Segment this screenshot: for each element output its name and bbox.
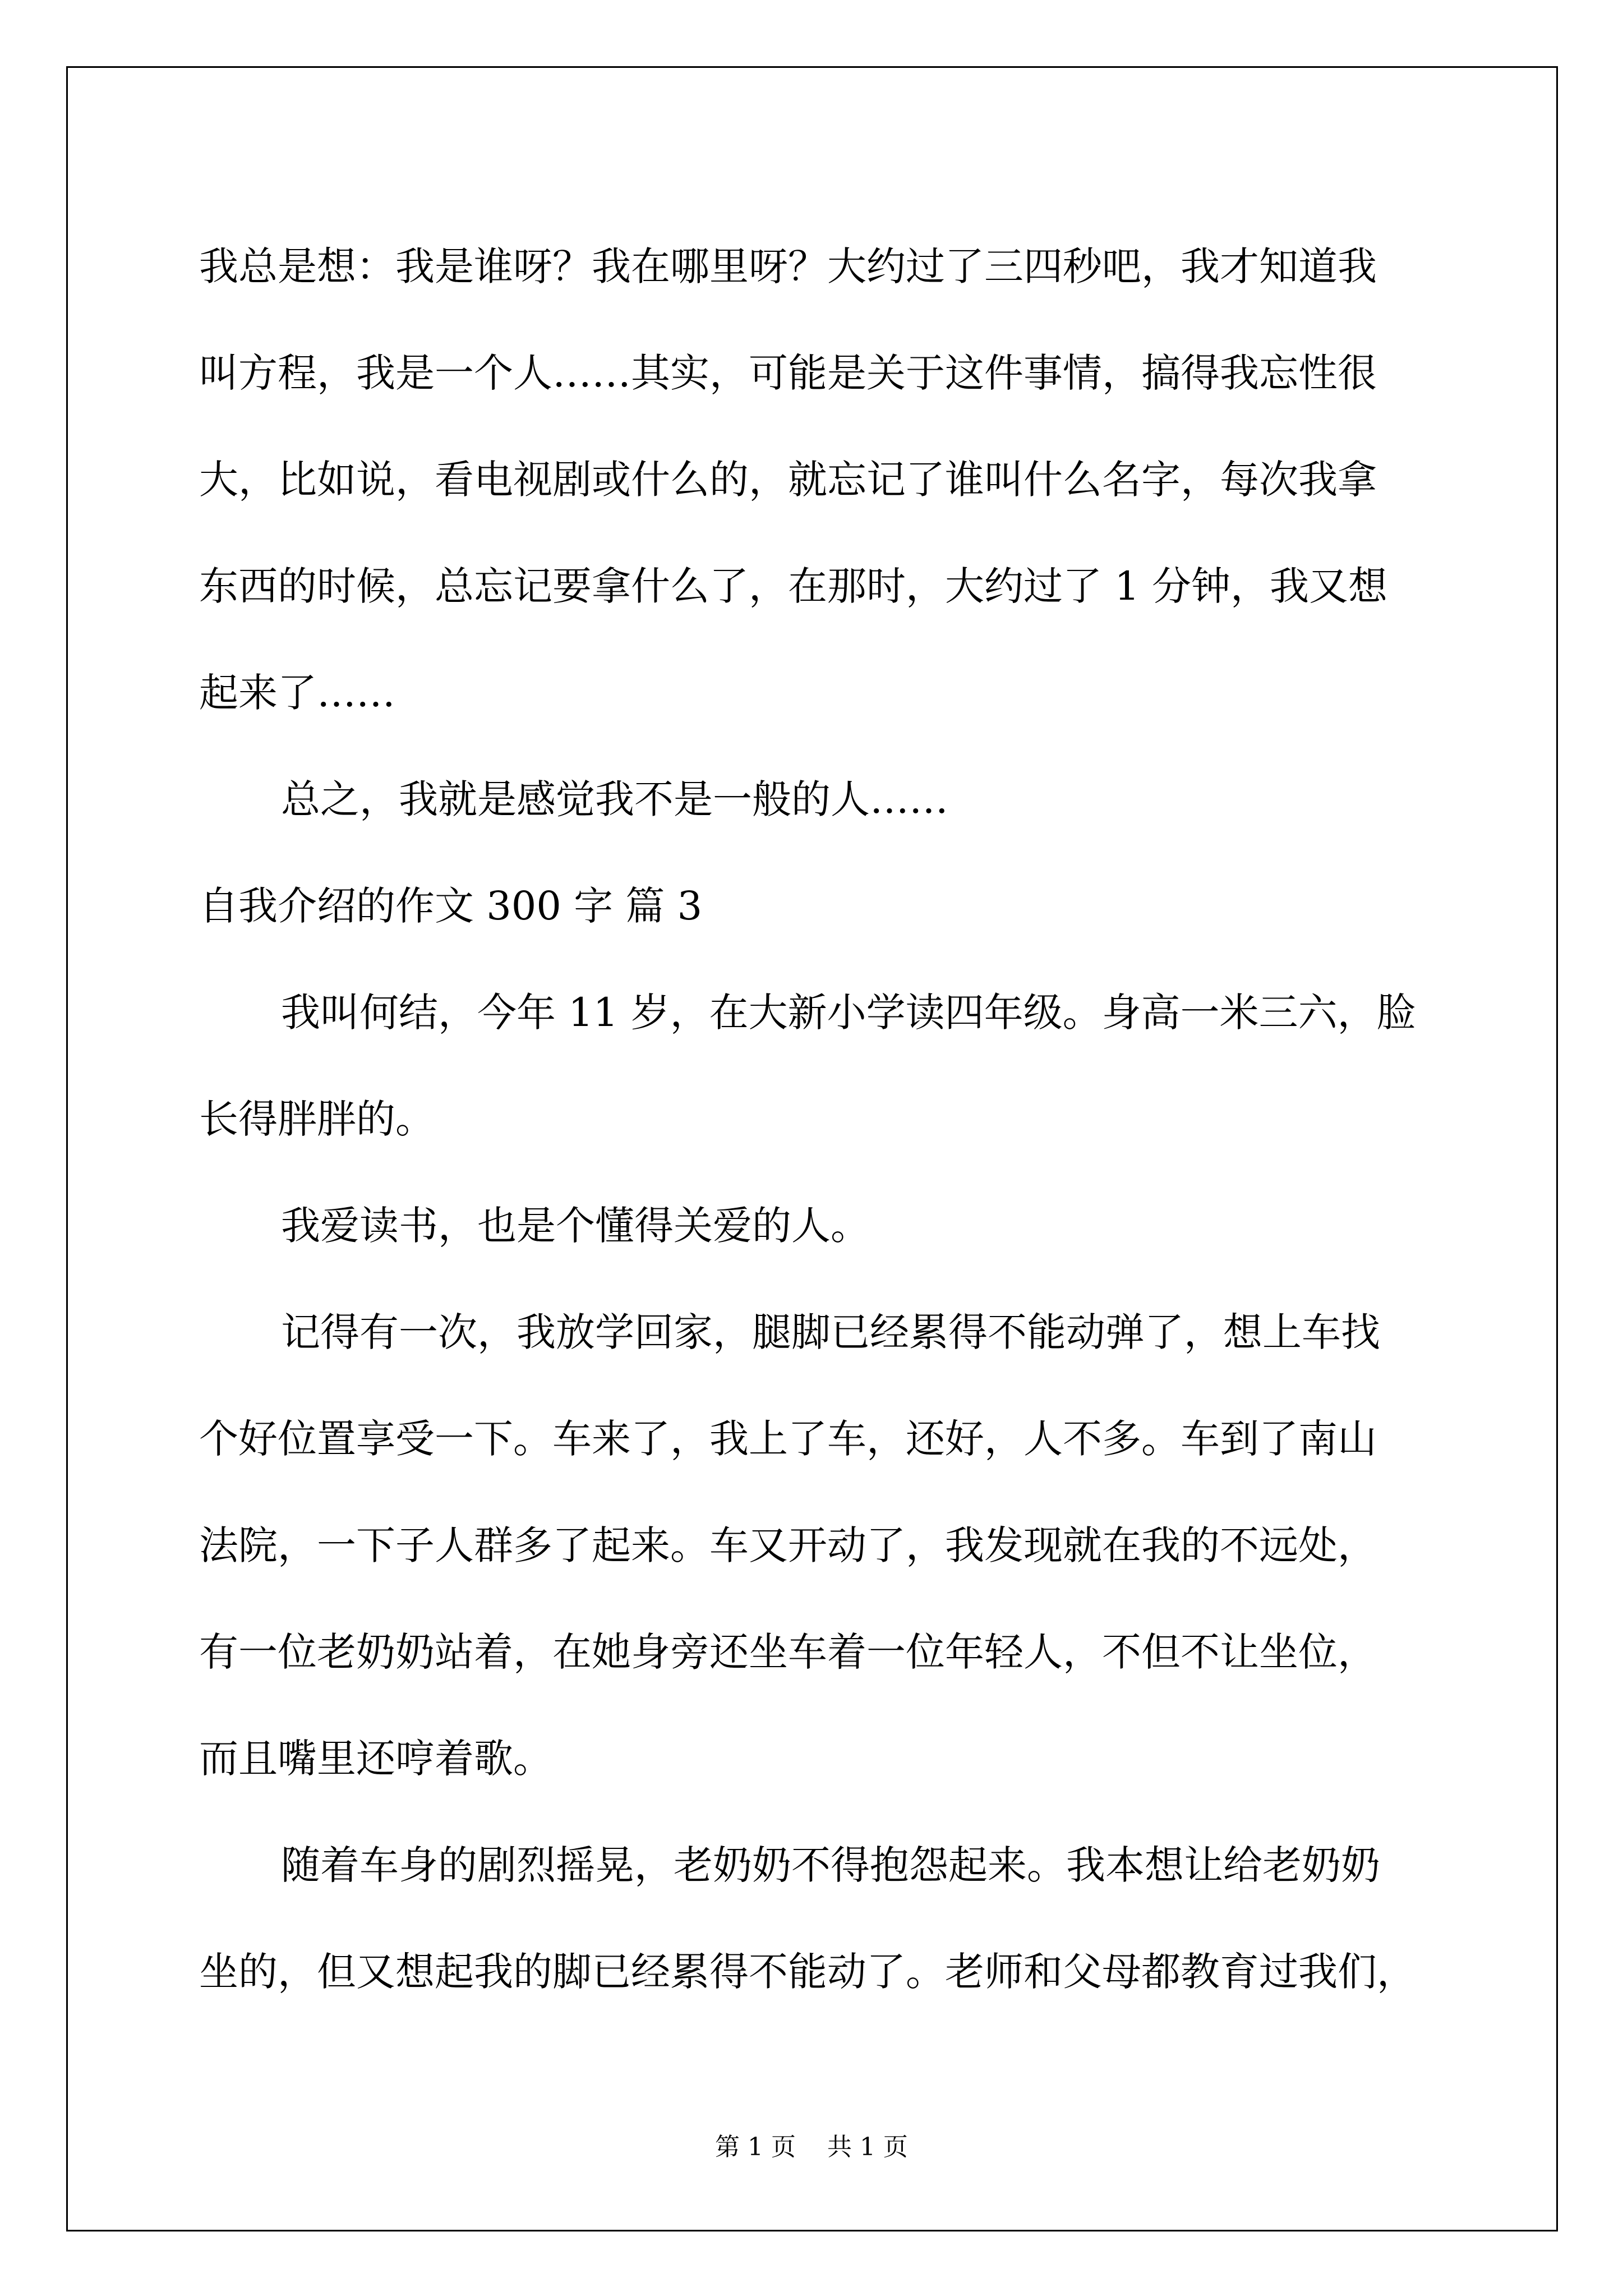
text-line: 我叫何结，今年 11 岁，在大新小学读四年级。身高一米三六，脸	[281, 990, 1416, 1036]
text-line: 起来了……	[199, 670, 395, 716]
text-line: 我总是想：我是谁呀？我在哪里呀？大约过了三四秒吧，我才知道我	[199, 243, 1377, 289]
text-line: 随着车身的剧烈摇晃，老奶奶不得抱怨起来。我本想让给老奶奶	[281, 1842, 1380, 1888]
text-line: 记得有一次，我放学回家，腿脚已经累得不能动弹了，想上车找	[281, 1309, 1380, 1355]
text-line: 坐的，但又想起我的脚已经累得不能动了。老师和父母都教育过我们，	[199, 1949, 1416, 1995]
text-line: 总之，我就是感觉我不是一般的人……	[281, 776, 948, 822]
text-line: 法院，一下子人群多了起来。车又开动了，我发现就在我的不远处，	[199, 1522, 1377, 1568]
text-line: 大，比如说，看电视剧或什么的，就忘记了谁叫什么名字，每次我拿	[199, 457, 1377, 503]
text-line: 叫方程，我是一个人……其实，可能是关于这件事情，搞得我忘性很	[199, 350, 1377, 396]
page-footer: 第 1 页 共 1 页	[715, 2133, 908, 2161]
text-line: 东西的时候，总忘记要拿什么了，在那时，大约过了 1 分钟，我又想	[199, 563, 1388, 609]
text-line: 有一位老奶奶站着，在她身旁还坐车着一位年轻人，不但不让坐位，	[199, 1629, 1377, 1675]
text-line: 长得胖胖的。	[199, 1096, 435, 1142]
text-line: 我爱读书，也是个懂得关爱的人。	[281, 1203, 870, 1249]
text-line: 个好位置享受一下。车来了，我上了车，还好，人不多。车到了南山	[199, 1416, 1377, 1462]
section-heading: 自我介绍的作文 300 字 篇 3	[199, 883, 703, 929]
text-line: 而且嘴里还哼着歌。	[199, 1736, 552, 1782]
document-body	[199, 213, 1433, 2025]
